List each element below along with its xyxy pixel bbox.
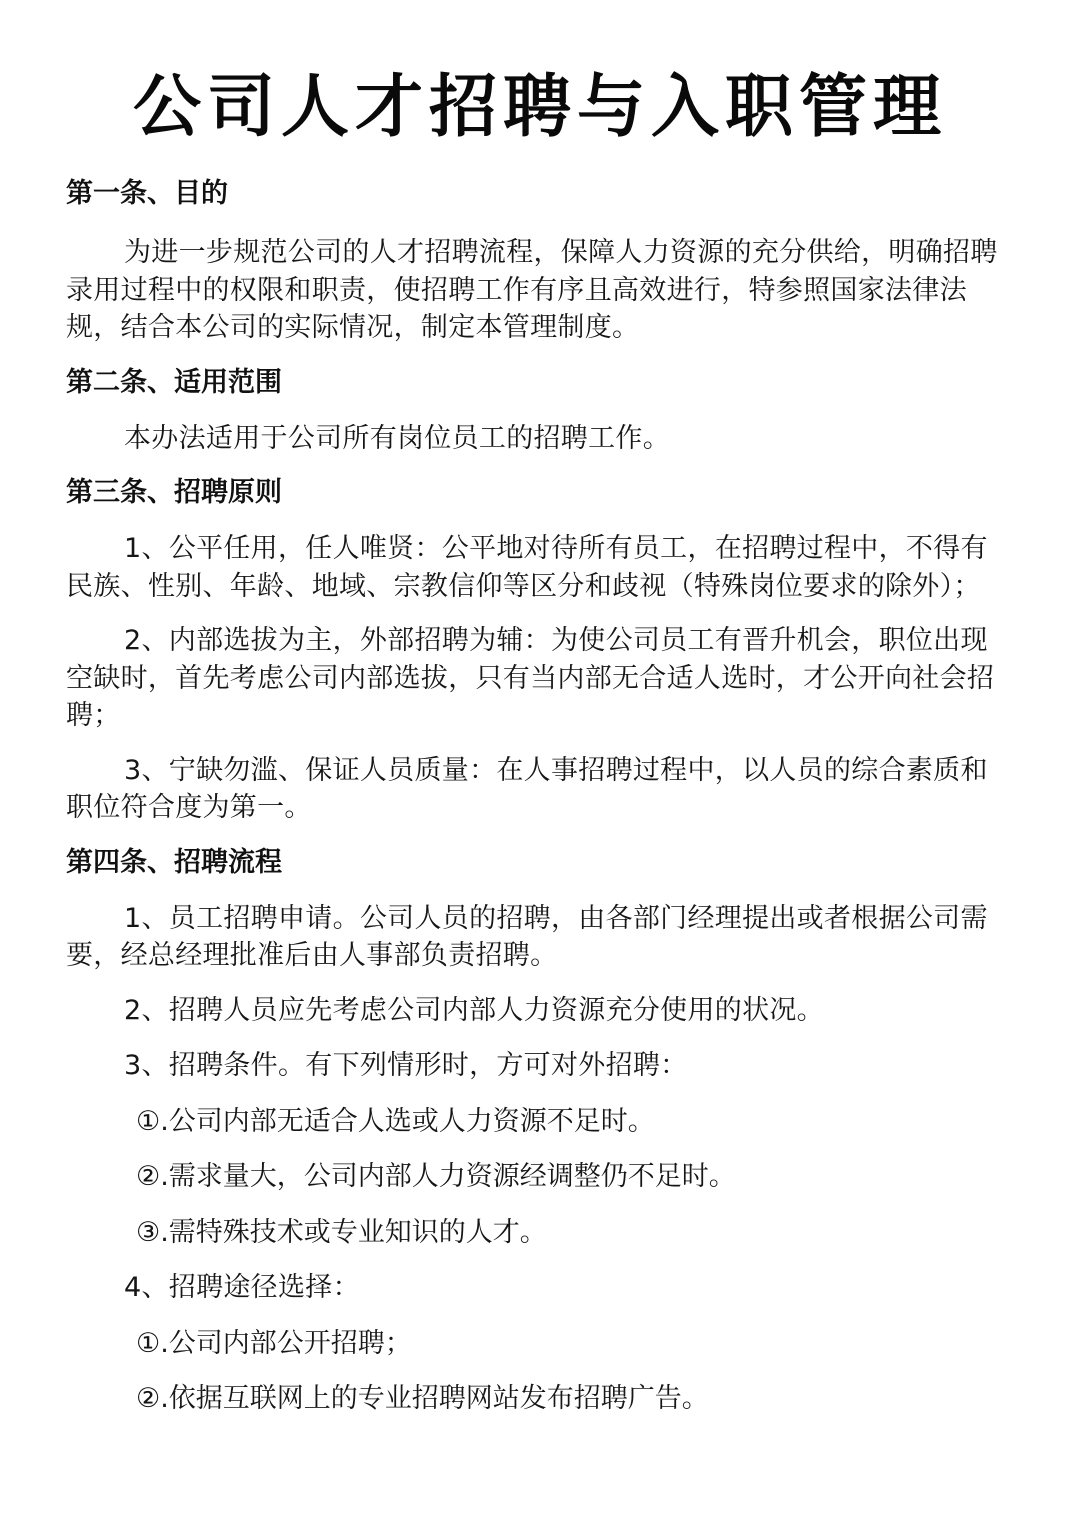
- condition-item: ③.需特殊技术或专业知识的人才。: [136, 1216, 547, 1248]
- process-item: 3、招聘条件。有下列情形时，方可对外招聘：: [124, 1050, 688, 1081]
- section-heading-process: 第四条、招聘流程: [66, 846, 282, 878]
- section-heading-scope: 第二条、适用范围: [66, 366, 282, 398]
- section-heading-principles: 第三条、招聘原则: [66, 477, 282, 508]
- section-heading-purpose: 第一条、目的: [66, 178, 228, 209]
- document-title: 公司人才招聘与入职管理: [132, 68, 947, 147]
- principle-item: 1、公平任用，任人唯贤：公平地对待所有员工，在招聘过程中，不得有民族、性别、年龄、地域、宗教信仰等区分和歧视（特殊岗位要求的除外）；: [66, 533, 988, 602]
- process-item: 1、员工招聘申请。公司人员的招聘，由各部门经理提出或者根据公司需要，经总经理批准后由人事部负责招聘。: [66, 902, 988, 971]
- condition-item: ①.公司内部无适合人选或人力资源不足时。: [136, 1105, 655, 1137]
- process-item: 4、招聘途径选择：: [124, 1272, 360, 1303]
- route-item: ②.依据互联网上的专业招聘网站发布招聘广告。: [136, 1383, 709, 1414]
- condition-item: ②.需求量大，公司内部人力资源经调整仍不足时。: [136, 1161, 736, 1192]
- route-item: ①.公司内部公开招聘；: [136, 1327, 412, 1359]
- section-paragraph-scope: 本办法适用于公司所有岗位员工的招聘工作。: [124, 422, 670, 454]
- principle-item: 3、宁缺勿滥、保证人员质量：在人事招聘过程中，以人员的综合素质和职位符合度为第一。: [66, 754, 988, 823]
- section-paragraph-purpose: 为进一步规范公司的人才招聘流程，保障人力资源的充分供给，明确招聘录用过程中的权限和职责，使招聘工作有序且高效进行，特参照国家法律法规，结合本公司的实际情况，制定本管理制度。: [66, 237, 998, 343]
- principle-item: 2、内部选拔为主，外部招聘为辅：为使公司员工有晋升机会，职位出现空缺时，首先考虑公司内部选拔，只有当内部无合适人选时，才公开向社会招聘；: [66, 625, 995, 731]
- process-item: 2、招聘人员应先考虑公司内部人力资源充分使用的状况。: [124, 994, 824, 1026]
